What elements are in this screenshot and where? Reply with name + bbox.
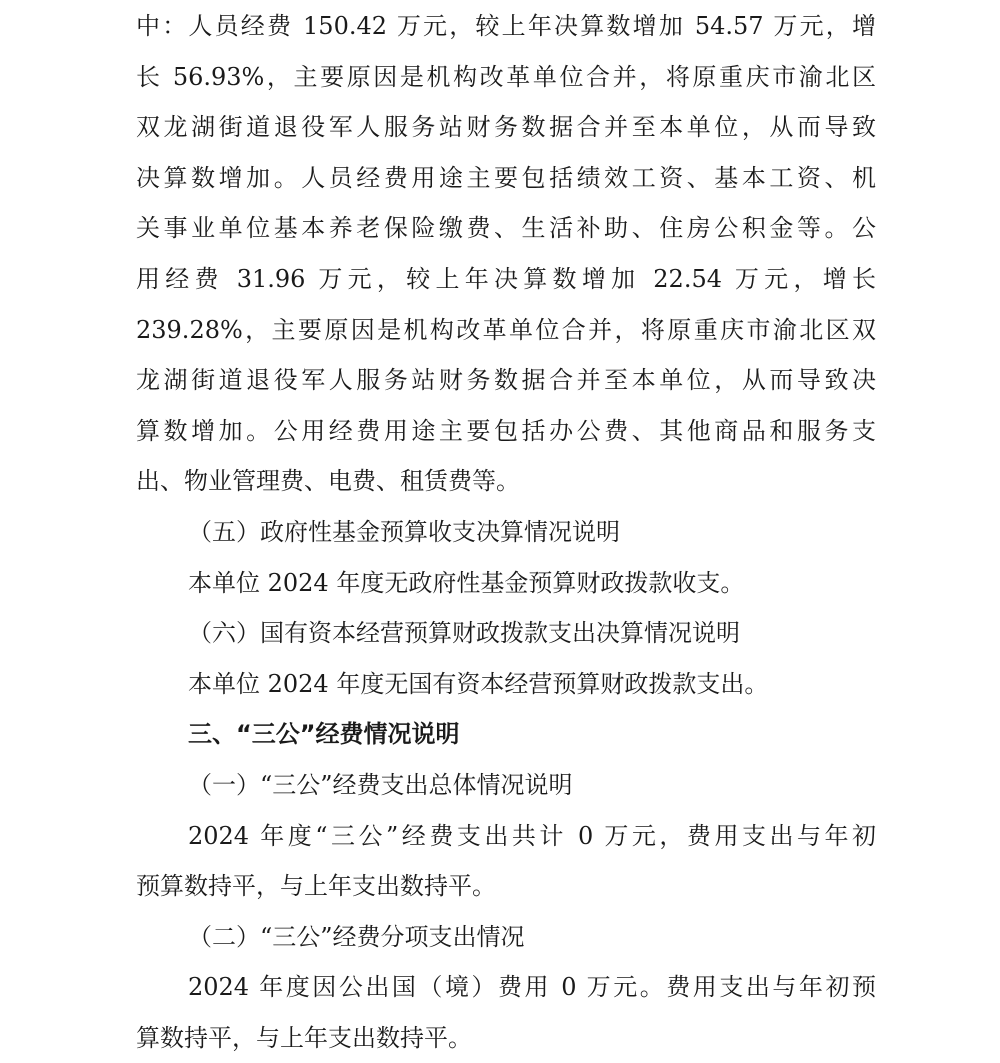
paragraph-line: 本单位 2024 年度无国有资本经营预算财政拨款支出。 <box>188 669 769 698</box>
paragraph-line: 双龙湖街道退役军人服务站财务数据合并至本单位，从而导致 <box>136 113 876 142</box>
document-page <box>0 1 1000 1057</box>
paragraph-line: 中：人员经费 150.42 万元，较上年决算数增加 54.57 万元，增 <box>136 12 876 40</box>
paragraph-line: 出、物业管理费、电费、租赁费等。 <box>136 467 520 496</box>
paragraph-line: 长 56.93%，主要原因是机构改革单位合并，将原重庆市渝北区 <box>136 62 876 91</box>
paragraph-line: 2024 年度“三公”经费支出共计 0 万元，费用支出与年初 <box>188 821 876 850</box>
section-heading-6: （六）国有资本经营预算财政拨款支出决算情况说明 <box>188 619 740 648</box>
paragraph-line: 预算数持平，与上年支出数持平。 <box>136 872 496 901</box>
paragraph-line: 关事业单位基本养老保险缴费、生活补助、住房公积金等。公 <box>136 214 876 243</box>
paragraph-line: 2024 年度因公出国（境）费用 0 万元。费用支出与年初预 <box>188 973 876 1002</box>
paragraph-line: 本单位 2024 年度无政府性基金预算财政拨款收支。 <box>188 568 745 597</box>
paragraph-line: 239.28%，主要原因是机构改革单位合并，将原重庆市渝北区双 <box>136 315 876 344</box>
subsection-heading-2: （二）“三公”经费分项支出情况 <box>188 922 525 951</box>
paragraph-line: 算数持平，与上年支出数持平。 <box>136 1023 472 1052</box>
paragraph-line: 用经费 31.96 万元，较上年决算数增加 22.54 万元，增长 <box>136 264 876 293</box>
paragraph-line: 龙湖街道退役军人服务站财务数据合并至本单位，从而导致决 <box>136 366 876 395</box>
chapter-heading-3: 三、“三公”经费情况说明 <box>188 720 460 749</box>
section-heading-5: （五）政府性基金预算收支决算情况说明 <box>188 517 620 546</box>
paragraph-line: 决算数增加。人员经费用途主要包括绩效工资、基本工资、机 <box>136 163 876 192</box>
paragraph-line: 算数增加。公用经费用途主要包括办公费、其他商品和服务支 <box>136 416 876 445</box>
subsection-heading-1: （一）“三公”经费支出总体情况说明 <box>188 770 573 799</box>
